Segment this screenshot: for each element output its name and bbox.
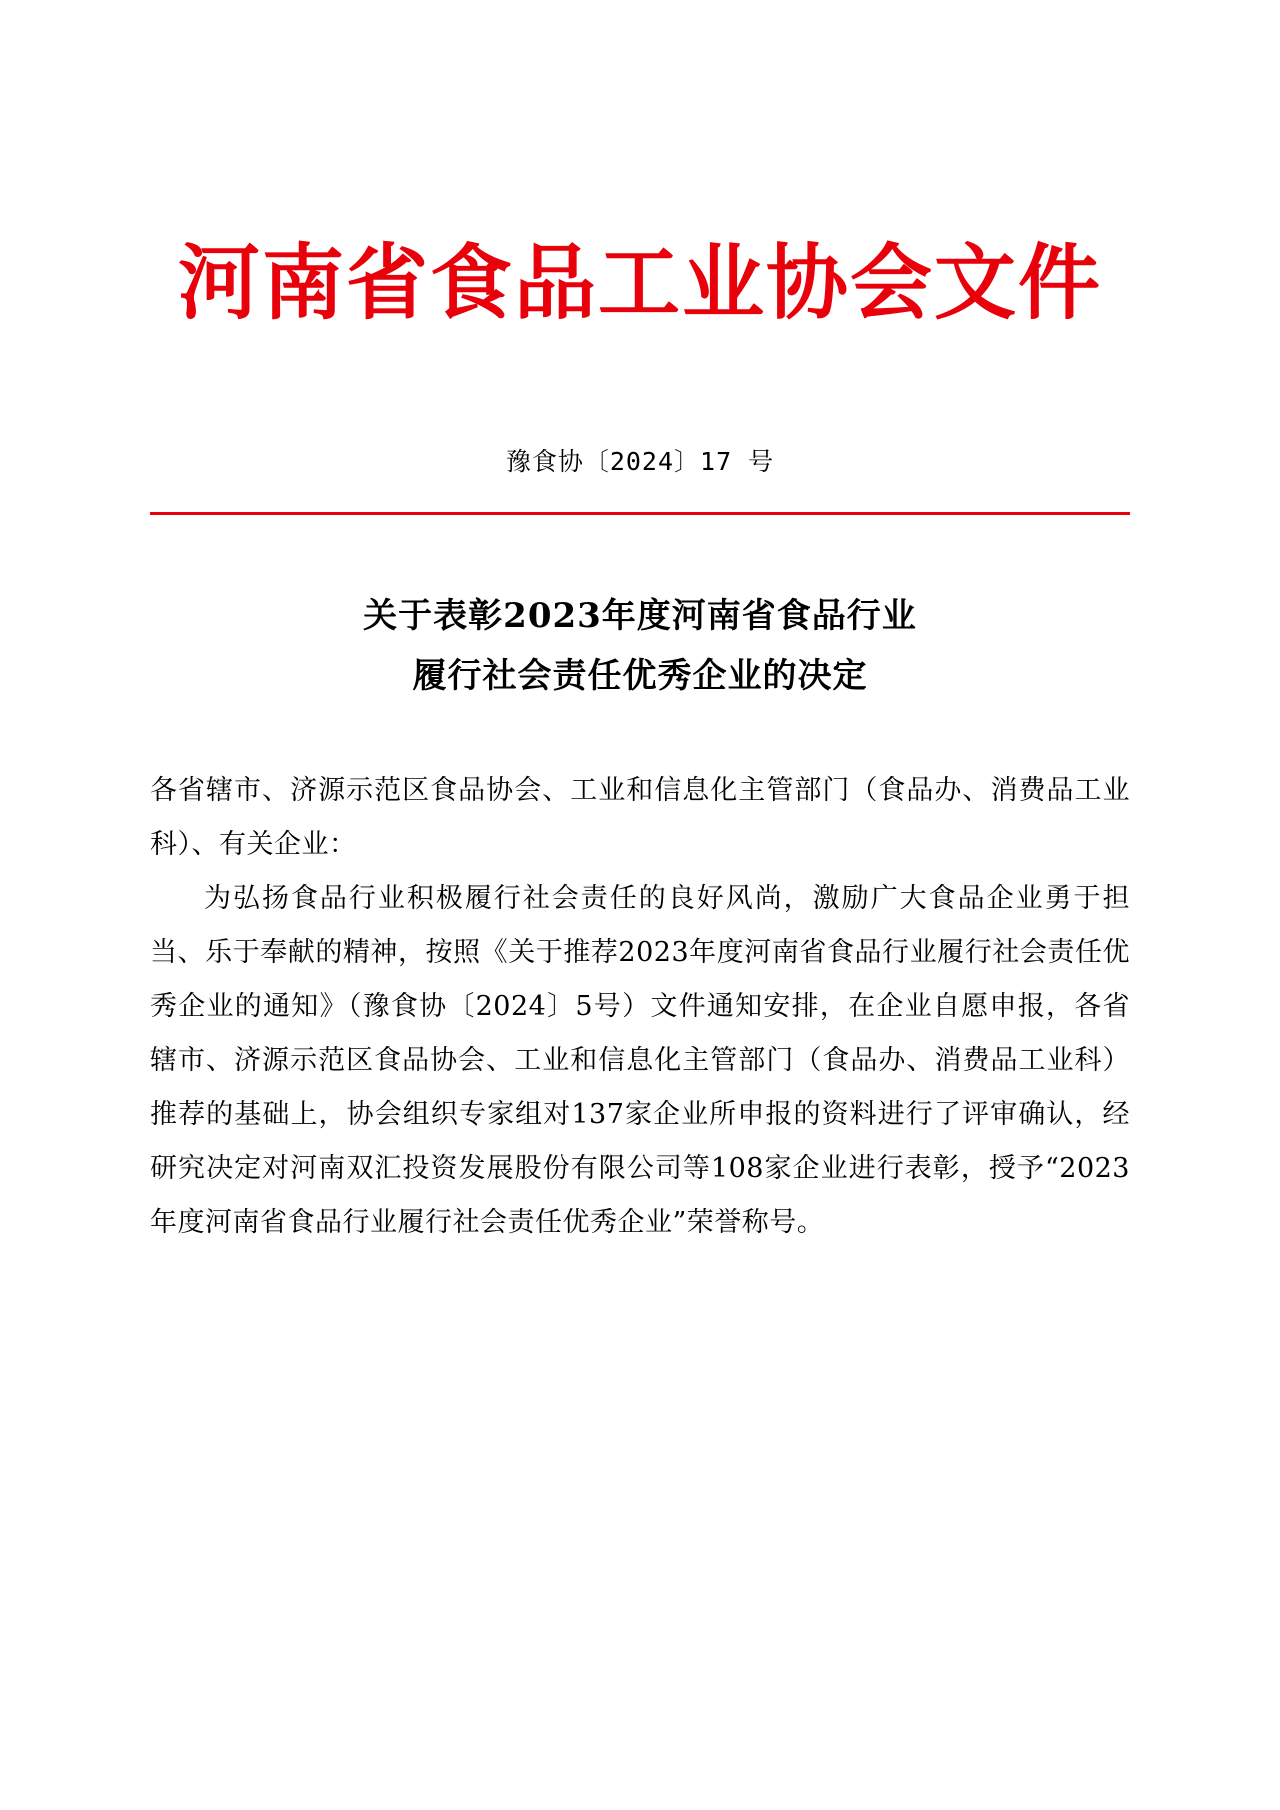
subject-line-1: 关于表彰2023年度河南省食品行业 bbox=[363, 596, 917, 637]
document-subject-title bbox=[150, 587, 1130, 706]
document-header bbox=[150, 0, 1130, 331]
subject-line-2: 履行社会责任优秀企业的决定 bbox=[412, 655, 868, 696]
addressee-paragraph: 各省辖市、济源示范区食品协会、工业和信息化主管部门（食品办、消费品工业科）、有关企业： bbox=[150, 775, 1130, 861]
document-body bbox=[150, 764, 1130, 1250]
document-number: 豫食协〔2024〕17 号 bbox=[505, 447, 775, 477]
body-paragraph-1: 为弘扬食品行业积极履行社会责任的良好风尚，激励广大食品企业勇于担当、乐于奉献的精神，按照《关于推荐2023年度河南省食品行业履行社会责任优秀企业的通知》（豫食协〔2024〕5号）文件通知安排，在企业自愿申报，各省辖市、济源示范区食品协会、工业和信息化主管部门（食品办、消费品工业科）推荐的基础上，协会组织专家组对137家企业所申报的资料进行了评审确认，经研究决定对河南双汇投资发展股份有限公司等108家企业进行表彰，授予“2023年度河南省食品行业履行社会责任优秀企业”荣誉称号。 bbox=[150, 883, 1130, 1239]
red-divider-rule bbox=[150, 512, 1130, 515]
organization-title: 河南省食品工业协会文件 bbox=[177, 235, 1102, 331]
